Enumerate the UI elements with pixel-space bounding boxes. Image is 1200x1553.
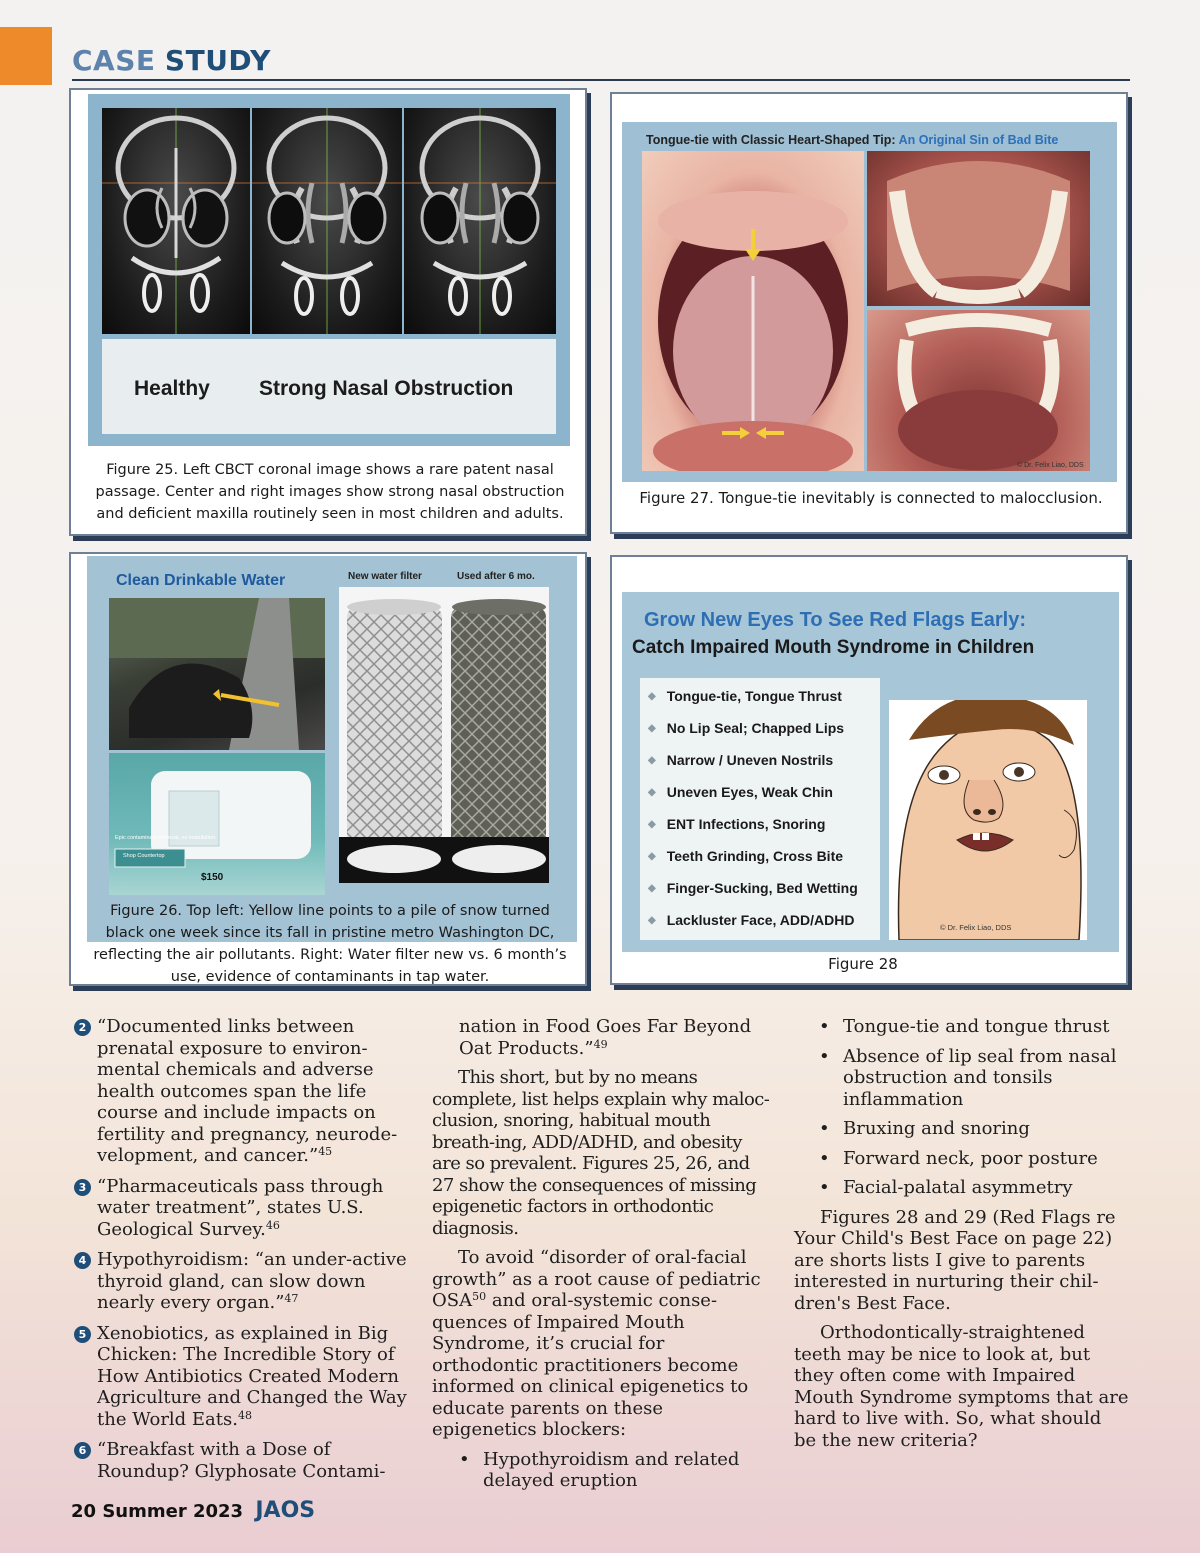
footnote-ref: 49 — [593, 1037, 608, 1051]
text-column-1 — [72, 1016, 407, 1491]
figure-25-label-band — [102, 339, 556, 434]
number-badge: 3 — [74, 1179, 91, 1196]
orange-tab — [0, 27, 52, 85]
red-flag-item: ◆ Teeth Grinding, Cross Bite — [648, 848, 844, 864]
issue-label: Summer 2023 — [102, 1501, 244, 1522]
bullet-item: • Hypothyroidism and related delayed eruption — [456, 1449, 772, 1492]
numbered-item — [72, 1323, 407, 1431]
diamond-bullet-icon: ◆ — [648, 819, 656, 830]
number-badge: 5 — [74, 1326, 91, 1343]
dispenser-price: $150 — [201, 872, 224, 883]
figure-25 — [69, 88, 587, 536]
item-text: Hypothyroidism: “an under-active thyroid gland, can slow down nearly every organ.” — [97, 1249, 407, 1313]
black-snow-photo — [109, 598, 325, 750]
ct-scan-healthy — [102, 108, 250, 334]
figure-26 — [69, 552, 587, 986]
figure-25-caption — [71, 459, 589, 525]
numbered-item — [72, 1176, 407, 1241]
paragraph: To avoid “disorder of oral-facial growth” as a root cause of pediatric OSA$^{50}$ and oral-systemic conse-quences of Impaired Mouth Syndrome, it’s crucial for orthodontic practitioners become informed on clinical epigenetics to educate parents on these epigenetics blockers: — [432, 1247, 761, 1440]
numbered-item — [72, 1439, 407, 1482]
paragraph: Orthodontically-straightened teeth may be nice to look at, but they often come with Impaired Mouth Syndrome symptoms that are hard to live with. So, what should be the new criteria? — [794, 1322, 1129, 1451]
caption-line: passage. Center and right images show strong nasal obstruction — [95, 484, 565, 500]
figure-28-caption: Figure 28 — [828, 955, 898, 973]
item-text: Xenobiotics, as explained in Big Chicken: The Incredible Story of How Antibiotics Created Modern Agriculture and Changed the Way the World Eats. — [97, 1322, 407, 1430]
red-flag-item: ◆ No Lip Seal; Chapped Lips — [648, 720, 845, 736]
tongue-tie-photo — [642, 151, 864, 471]
number-badge: 6 — [74, 1442, 91, 1459]
figure-26-caption — [71, 900, 589, 988]
ct-scan-obstruction-right — [404, 108, 556, 334]
diamond-bullet-icon: ◆ — [648, 723, 656, 734]
diamond-bullet-icon: ◆ — [648, 691, 656, 702]
label-strong-nasal-obstruction: Strong Nasal Obstruction — [259, 377, 514, 400]
diamond-bullet-icon: ◆ — [648, 851, 656, 862]
bullet-item: • Absence of lip seal from nasal obstruction and tonsils inflammation — [816, 1046, 1129, 1111]
numbered-item — [72, 1249, 407, 1314]
section-header — [72, 44, 271, 77]
item-text: “Breakfast with a Dose of Roundup? Glyphosate Contami- — [97, 1439, 386, 1482]
figure-28 — [610, 555, 1128, 985]
caption-line: use, evidence of contaminants in tap water. — [170, 969, 490, 985]
caption-line: reflecting the air pollutants. Right: Water filter new vs. 6 month’s — [93, 947, 567, 963]
caption-line: black one week since its fall in pristine metro Washington DC, — [105, 925, 555, 941]
paragraph: This short, but by no means complete, list helps explain why maloc-clusion, snoring, habitual mouth breath-ing, ADD/ADHD, and obesity are so prevalent. Figures 25, 26, and 27 show the consequences of missing epigenetic factors in orthodontic diagnosis. — [432, 1067, 770, 1239]
figure-27-title — [646, 133, 1058, 147]
caption-line: Figure 25. Left CBCT coronal image shows a rare patent nasal — [106, 462, 554, 478]
dispenser-ad-text: Epic contaminant removal, no installation. — [115, 835, 217, 841]
bullet-item: • Facial-palatal asymmetry — [816, 1177, 1129, 1199]
label-healthy: Healthy — [134, 377, 210, 400]
bullet-item: • Bruxing and snoring — [816, 1118, 1129, 1140]
text-column-3 — [794, 1016, 1129, 1459]
red-flag-item: ◆ Uneven Eyes, Weak Chin — [648, 784, 833, 800]
dispenser-ad-button: Shop Countertop — [123, 853, 165, 859]
red-flag-item: ◆ Tongue-tie, Tongue Thrust — [648, 688, 842, 704]
footnote-ref: 50 — [472, 1290, 487, 1303]
bullet-item: • Tongue-tie and tongue thrust — [816, 1016, 1129, 1038]
numbered-item — [72, 1016, 407, 1167]
label-new-filter: New water filter — [348, 571, 422, 582]
bullet-item: • Forward neck, poor posture — [816, 1148, 1129, 1170]
page-footer — [71, 1498, 315, 1523]
water-filters-photo — [339, 587, 549, 883]
red-flag-item: ◆ Narrow / Uneven Nostrils — [648, 752, 834, 768]
header-word-study: STUDY — [164, 44, 271, 77]
continued-item: nation in Food Goes Far Beyond Oat Products.”$^{49}$ — [459, 1016, 752, 1059]
journal-name: JAOS — [255, 1498, 316, 1523]
caption-line: and deficient maxilla routinely seen in most children and adults. — [96, 506, 564, 522]
diamond-bullet-icon: ◆ — [648, 915, 656, 926]
figure-27 — [610, 92, 1128, 534]
item-text: “Pharmaceuticals pass through water treatment”, states U.S. Geological Survey. — [97, 1175, 384, 1240]
text-column-2 — [432, 1016, 772, 1500]
red-flag-item: ◆ ENT Infections, Snoring — [648, 816, 826, 832]
footnote-ref: 47 — [284, 1292, 299, 1305]
upper-arch-photo — [867, 151, 1090, 306]
figure-26-title: Clean Drinkable Water — [116, 572, 286, 589]
ct-scan-obstruction-center — [252, 108, 402, 334]
diamond-bullet-icon: ◆ — [648, 755, 656, 766]
item-text: “Documented links between prenatal exposure to environ-mental chemicals and adverse health outcomes span the life course and include impacts on fertility and pregnancy, neurode-velopment, and cancer.” — [97, 1016, 398, 1166]
lower-arch-photo — [867, 310, 1090, 471]
diamond-bullet-icon: ◆ — [648, 787, 656, 798]
label-used-filter: Used after 6 mo. — [457, 571, 535, 582]
paragraph: Figures 28 and 29 (Red Flags re Your Child's Best Face on page 22) are shorts lists I give to parents interested in nurturing their chil-dren's Best Face. — [794, 1206, 1116, 1314]
child-face-illustration — [889, 700, 1087, 940]
number-badge: 2 — [74, 1019, 91, 1036]
figure-28-credit: © Dr. Felix Liao, DDS — [940, 923, 1012, 932]
figure-25-panel — [88, 94, 570, 446]
red-flag-item: ◆ Finger-Sucking, Bed Wetting — [648, 880, 858, 896]
red-flags-list — [640, 678, 880, 940]
number-badge: 4 — [74, 1252, 91, 1269]
figure-27-caption: Figure 27. Tongue-tie inevitably is connected to malocclusion. — [639, 489, 1103, 507]
header-rule — [72, 79, 1130, 81]
footnote-ref: 46 — [265, 1218, 280, 1232]
figure-27-title-text: Tongue-tie with Classic Heart-Shaped Tip: — [646, 133, 899, 147]
diamond-bullet-icon: ◆ — [648, 883, 656, 894]
footnote-ref: 45 — [318, 1145, 333, 1158]
figure-27-title-highlight: An Original Sin of Bad Bite — [898, 133, 1059, 147]
header-word-case: CASE — [72, 44, 156, 77]
footnote-ref: 48 — [238, 1408, 252, 1422]
figure-28-title: Grow New Eyes To See Red Flags Early: — [644, 609, 1026, 631]
figure-27-credit: © Dr. Felix Liao, DDS — [1017, 462, 1084, 469]
caption-line: Figure 26. Top left: Yellow line points to a pile of snow turned — [110, 903, 550, 919]
figure-28-subtitle: Catch Impaired Mouth Syndrome in Children — [632, 637, 1035, 658]
page-number: 20 — [71, 1501, 97, 1522]
red-flag-item: ◆ Lackluster Face, ADD/ADHD — [648, 912, 855, 928]
